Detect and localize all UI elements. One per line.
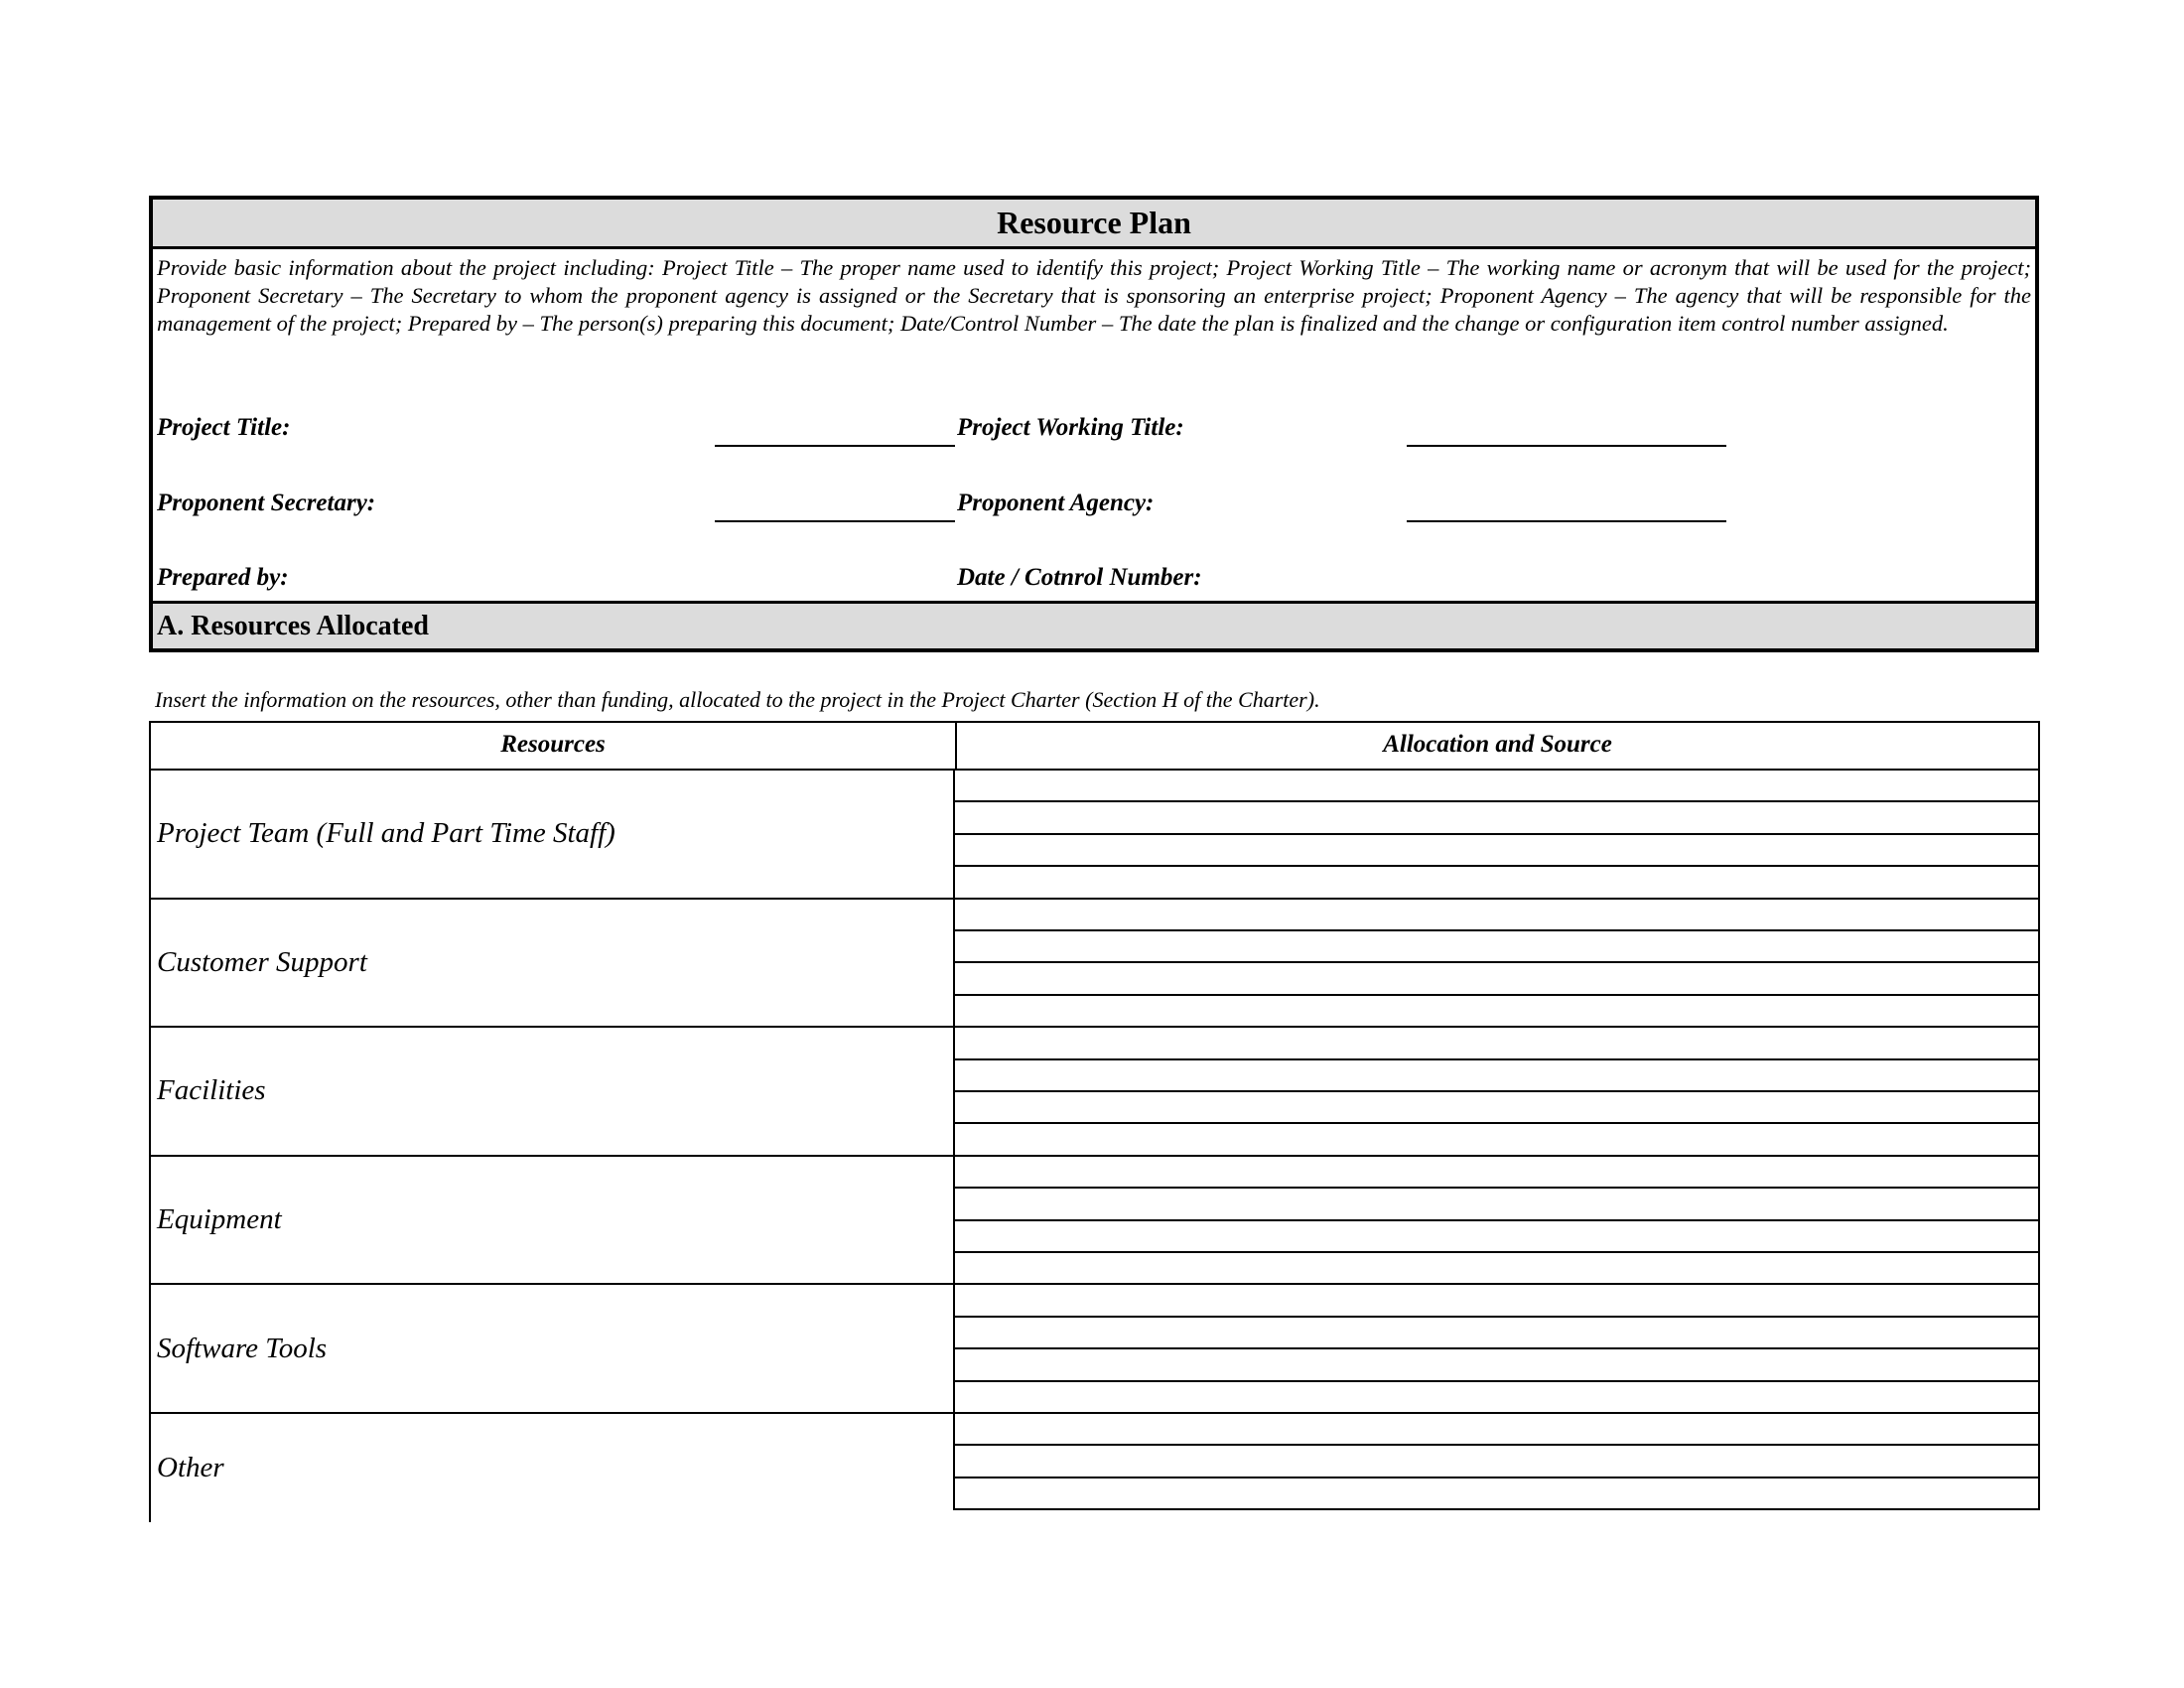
resource-label: Project Team (Full and Part Time Staff) [149, 771, 955, 900]
allocation-entry-field[interactable] [953, 1285, 2040, 1317]
allocation-entry-field[interactable] [953, 1253, 2040, 1285]
table-header-row [149, 721, 2040, 771]
document-title: Resource Plan [153, 200, 2035, 249]
allocation-entry-field[interactable] [953, 1318, 2040, 1349]
instructions-text: Provide basic information about the project including: Project Title – The proper name used to identify this project; Project Working Title – The working name or acronym that will be used for the project; Proponent Secretary – The Secretary to whom the proponent agency is assigned or the Secretary that is sponsoring an enterprise project; Proponent Agency – The agency that will be responsible for the management of the project; Prepared by – The person(s) preparing this document; Date/Control Number – The date the plan is finalized and the change or configuration item control number assigned. [157, 255, 2031, 336]
allocation-entry-field[interactable] [953, 802, 2040, 834]
allocation-entry-field[interactable] [953, 771, 2040, 802]
section-a-heading: A. Resources Allocated [153, 601, 2035, 648]
allocation-entry-field[interactable] [953, 867, 2040, 899]
project-working-title-field[interactable] [1407, 445, 1726, 447]
allocation-entry-field[interactable] [953, 1092, 2040, 1124]
proponent-agency-label: Proponent Agency: [957, 490, 1155, 516]
proponent-secretary-label: Proponent Secretary: [157, 490, 376, 516]
allocation-entry-field[interactable] [953, 1382, 2040, 1414]
allocation-column-header: Allocation and Source [1383, 731, 1612, 758]
project-title-field[interactable] [715, 445, 955, 447]
project-title-label: Project Title: [157, 414, 291, 441]
allocation-entry-field[interactable] [953, 1060, 2040, 1092]
allocation-entry-field[interactable] [953, 1478, 2040, 1510]
resource-label: Equipment [149, 1157, 955, 1286]
allocation-entry-field[interactable] [953, 931, 2040, 963]
prepared-by-label: Prepared by: [157, 564, 289, 591]
table-note: Insert the information on the resources, other than funding, allocated to the project in the Project Charter (Section H of the Charter). [155, 687, 1320, 712]
resource-label: Customer Support [149, 900, 955, 1029]
resource-plan-header-box [149, 196, 2039, 652]
allocation-entry-field[interactable] [953, 1414, 2040, 1446]
allocation-entry-field[interactable] [953, 835, 2040, 867]
resource-label: Software Tools [149, 1285, 955, 1414]
proponent-secretary-field[interactable] [715, 520, 955, 522]
allocation-entry-field[interactable] [953, 1157, 2040, 1189]
resources-column-header: Resources [151, 723, 957, 769]
resource-label: Facilities [149, 1028, 955, 1157]
allocation-entry-field[interactable] [953, 1221, 2040, 1253]
date-control-number-label: Date / Cotnrol Number: [957, 564, 1202, 591]
allocation-entry-field[interactable] [953, 900, 2040, 931]
allocation-entry-field[interactable] [953, 1028, 2040, 1059]
resource-label: Other [149, 1414, 955, 1522]
allocation-entry-field[interactable] [953, 963, 2040, 995]
allocation-entry-field[interactable] [953, 1189, 2040, 1220]
project-working-title-label: Project Working Title: [957, 414, 1184, 441]
allocation-entry-field[interactable] [953, 1124, 2040, 1156]
allocation-entry-field[interactable] [953, 996, 2040, 1028]
allocation-entry-field[interactable] [953, 1349, 2040, 1381]
proponent-agency-field[interactable] [1407, 520, 1726, 522]
allocation-entry-field[interactable] [953, 1446, 2040, 1477]
